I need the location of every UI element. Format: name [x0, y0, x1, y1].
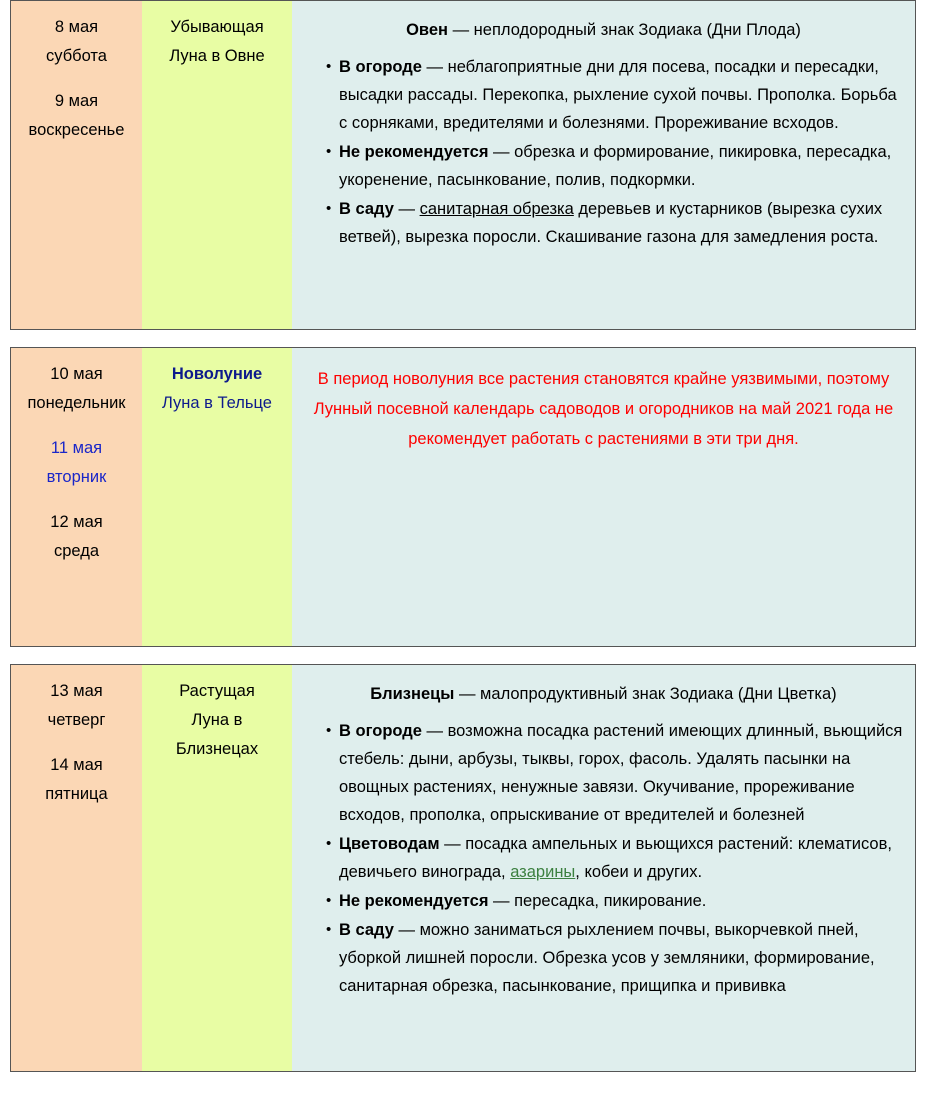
date-weekday: среда: [53, 542, 100, 560]
list-item: [326, 916, 903, 1000]
list-item: [326, 53, 903, 137]
date-day: 10 мая: [50, 365, 103, 383]
azarina-link[interactable]: азарины: [510, 863, 576, 881]
item-dash: —: [421, 58, 448, 76]
moon-zodiac-line: Луна в Овне: [169, 47, 265, 65]
date-weekday: понедельник: [27, 394, 126, 412]
item-label: В саду: [339, 200, 394, 218]
date-column-aries: [11, 1, 142, 329]
moon-phase-line: Убывающая: [170, 18, 264, 36]
date-day: 14 мая: [50, 756, 103, 774]
zodiac-sign-title: [304, 17, 903, 43]
date-weekday: воскресенье: [28, 121, 125, 139]
item-text: деревьев и кустарников (вырезка сухих ветвей), вырезка поросли. Скашивание газона для замедления роста.: [339, 200, 883, 246]
item-text: возможна посадка растений имеющих длинный, вьющийся стебель: дыни, арбузы, тыквы, горох, фасоль. Удалять пасынки на овощных растениях, ненужные завязи. Окучивание, прореживание всходов, прополка, опрыскивание от вредителей и болезней: [339, 722, 903, 824]
item-label: Не рекомендуется: [339, 143, 489, 161]
item-text: неблагоприятные дни для посева, посадки и пересадки, высадки рассады. Перекопка, рыхление сухой почвы. Прополка. Борьба с сорняками, вредителями и болезнями. Прореживание всходов.: [339, 58, 897, 132]
item-text-after: , кобеи и других.: [575, 863, 703, 881]
phase-column-aries: [142, 1, 292, 329]
date-entry: [15, 434, 138, 492]
date-entry: [15, 87, 138, 145]
zodiac-sign-title: [304, 681, 903, 707]
item-label: В огороде: [339, 722, 422, 740]
date-entry: [15, 508, 138, 566]
zodiac-sign-name: Близнецы: [370, 685, 455, 703]
recommendation-list: [304, 53, 903, 251]
moon-phase-line: Новолуние: [171, 365, 263, 383]
date-weekday: вторник: [46, 468, 107, 486]
date-weekday: пятница: [45, 785, 108, 803]
recommendation-list: [304, 717, 903, 1000]
item-dash: —: [488, 143, 515, 161]
list-item: [326, 195, 903, 251]
item-label: В саду: [339, 921, 394, 939]
date-weekday: четверг: [47, 711, 106, 729]
list-item: [326, 830, 903, 886]
date-entry: [15, 13, 138, 71]
zodiac-sign-description: — малопродуктивный знак Зодиака (Дни Цветка): [454, 685, 837, 703]
item-label: Цветоводам: [339, 835, 440, 853]
date-weekday: суббота: [46, 47, 107, 65]
info-column-aries: [292, 1, 915, 329]
sanitary-pruning-link[interactable]: санитарная обрезка: [419, 200, 574, 218]
item-text: пересадка, пикирование.: [514, 892, 707, 910]
item-text: можно заниматься рыхлением почвы, выкорчевкой пней, уборкой лишней поросли. Обрезка усов у земляники, формирование, санитарная обрезка, пасынкование, прищипка и прививка: [339, 921, 875, 995]
date-day: 13 мая: [50, 682, 103, 700]
item-dash: —: [439, 835, 466, 853]
moon-zodiac-line-2: Близнецах: [175, 740, 259, 758]
date-entry: [15, 677, 138, 735]
item-dash: —: [421, 722, 448, 740]
item-dash: —: [393, 200, 420, 218]
date-entry: [15, 360, 138, 418]
moon-phase-line: Растущая: [179, 682, 255, 700]
new-moon-warning-text: В период новолуния все растения становятся крайне уязвимыми, поэтому Лунный посевной календарь садоводов и огородников на май 2021 года не рекомендует работать с растениями в эти три дня.: [313, 370, 894, 448]
item-text: обрезка и формирование, пикировка, пересадка, укоренение, пасынкование, полив, подкормки.: [339, 143, 892, 189]
moon-zodiac-line: Луна в: [191, 711, 243, 729]
day-block-new-moon: [10, 347, 916, 647]
phase-column-gemini: [142, 665, 292, 1071]
list-item: [326, 138, 903, 194]
zodiac-sign-name: Овен: [406, 21, 448, 39]
date-column-new-moon: [11, 348, 142, 646]
date-day: 12 мая: [50, 513, 103, 531]
date-entry: [15, 751, 138, 809]
list-item: [326, 717, 903, 829]
phase-column-new-moon: [142, 348, 292, 646]
item-dash: —: [488, 892, 515, 910]
item-label: В огороде: [339, 58, 422, 76]
item-label: Не рекомендуется: [339, 892, 489, 910]
zodiac-sign-description: — неплодородный знак Зодиака (Дни Плода): [448, 21, 801, 39]
item-text-before: посадка ампельных и вьющихся растений: клематисов, девичьего винограда,: [339, 835, 892, 881]
date-column-gemini: [11, 665, 142, 1071]
day-block-aries: [10, 0, 916, 330]
moon-zodiac-line: Луна в Тельце: [162, 394, 272, 412]
date-day: 8 мая: [54, 18, 99, 36]
day-block-gemini: [10, 664, 916, 1072]
info-column-new-moon: [292, 348, 915, 646]
item-dash: —: [393, 921, 420, 939]
info-column-gemini: [292, 665, 915, 1071]
date-day: 9 мая: [54, 92, 99, 110]
date-day: 11 мая: [50, 439, 103, 457]
list-item: [326, 887, 903, 915]
